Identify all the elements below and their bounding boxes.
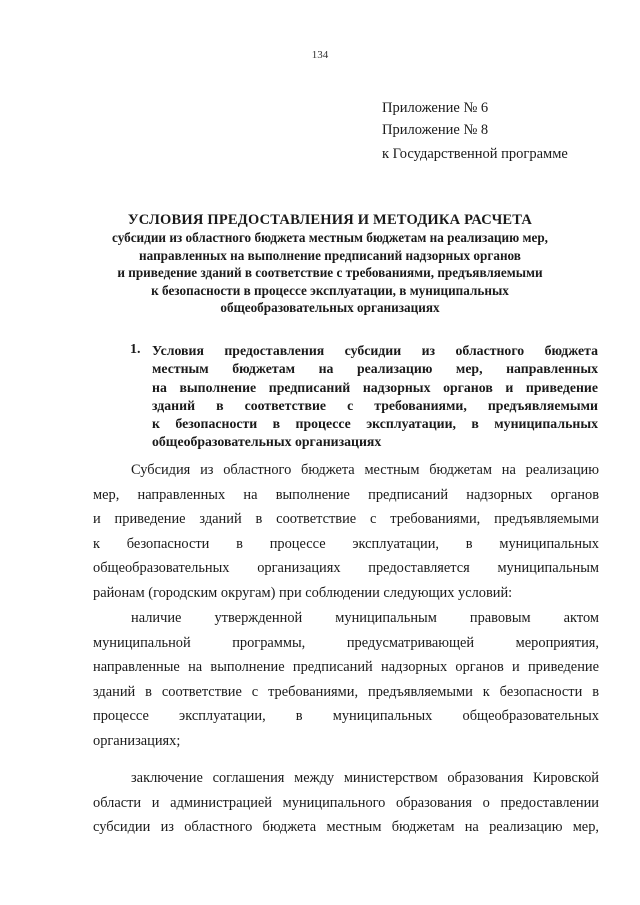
paragraph-3 (93, 766, 599, 840)
paragraph-line: наличие утвержденной муниципальным правовым актом (131, 610, 599, 626)
paragraph-line: районам (городским округам) при соблюдении следующих условий: (93, 584, 513, 601)
paragraph-line: области и администрацией муниципального образования о предоставлении (93, 794, 599, 811)
paragraph-line: организациях; (93, 732, 181, 749)
paragraph-line: к безопасности в процессе эксплуатации, в муниципальных (93, 535, 599, 552)
section-heading-line: общеобразовательных организациях (152, 434, 382, 450)
paragraph-line: процессе эксплуатации, в муниципальных общеобразовательных (93, 708, 599, 725)
section-heading-line: Условия предоставления субсидии из областного бюджета (152, 343, 598, 358)
appendix-line-3: к Государственной программе (382, 146, 568, 162)
paragraph-line: общеобразовательных организациях предоставляется муниципальным (93, 560, 599, 577)
appendix-line-2: Приложение № 8 (382, 122, 489, 138)
section-heading-line: к безопасности в процессе эксплуатации, в муниципальных (152, 416, 598, 432)
paragraph-line: субсидии из областного бюджета местным бюджетам на реализацию мер, (93, 819, 599, 836)
document-title (60, 212, 600, 317)
title-line: и приведение зданий в соответствие с требованиями, предъявляемыми (117, 265, 543, 281)
title-line: направленных на выполнение предписаний надзорных органов (139, 247, 521, 263)
title-line: к безопасности в процессе эксплуатации, в муниципальных (151, 282, 509, 298)
title-line: общеобразовательных организациях (220, 300, 440, 316)
section-heading (152, 342, 598, 452)
paragraph-1 (93, 458, 599, 606)
paragraph-line: мер, направленных на выполнение предписаний надзорных органов (93, 486, 599, 503)
section-heading-line: на выполнение предписаний надзорных органов и приведение (152, 379, 598, 395)
title-main: УСЛОВИЯ ПРЕДОСТАВЛЕНИЯ И МЕТОДИКА РАСЧЕТА (127, 212, 533, 228)
title-line: субсидии из областного бюджета местным бюджетам на реализацию мер, (112, 230, 548, 245)
section-number: 1. (130, 342, 141, 357)
section-heading-line: местным бюджетам на реализацию мер, направленных (152, 361, 598, 377)
paragraph-line: Субсидия из областного бюджета местным бюджетам на реализацию (131, 462, 599, 478)
paragraph-line: заключение соглашения между министерством образования Кировской (131, 770, 599, 786)
paragraph-line: муниципальной программы, предусматривающей мероприятия, (93, 634, 599, 651)
section-heading-line: зданий в соответствие с требованиями, предъявляемыми (152, 397, 598, 413)
paragraph-2 (93, 606, 599, 754)
page-number: 134 (311, 49, 329, 61)
appendix-line-1: Приложение № 6 (382, 100, 489, 116)
paragraph-line: направленные на выполнение предписаний надзорных органов и приведение (93, 659, 599, 676)
paragraph-line: и приведение зданий в соответствие с требованиями, предъявляемыми (93, 511, 599, 528)
paragraph-line: зданий в соответствие с требованиями, предъявляемыми к безопасности в (93, 683, 599, 700)
